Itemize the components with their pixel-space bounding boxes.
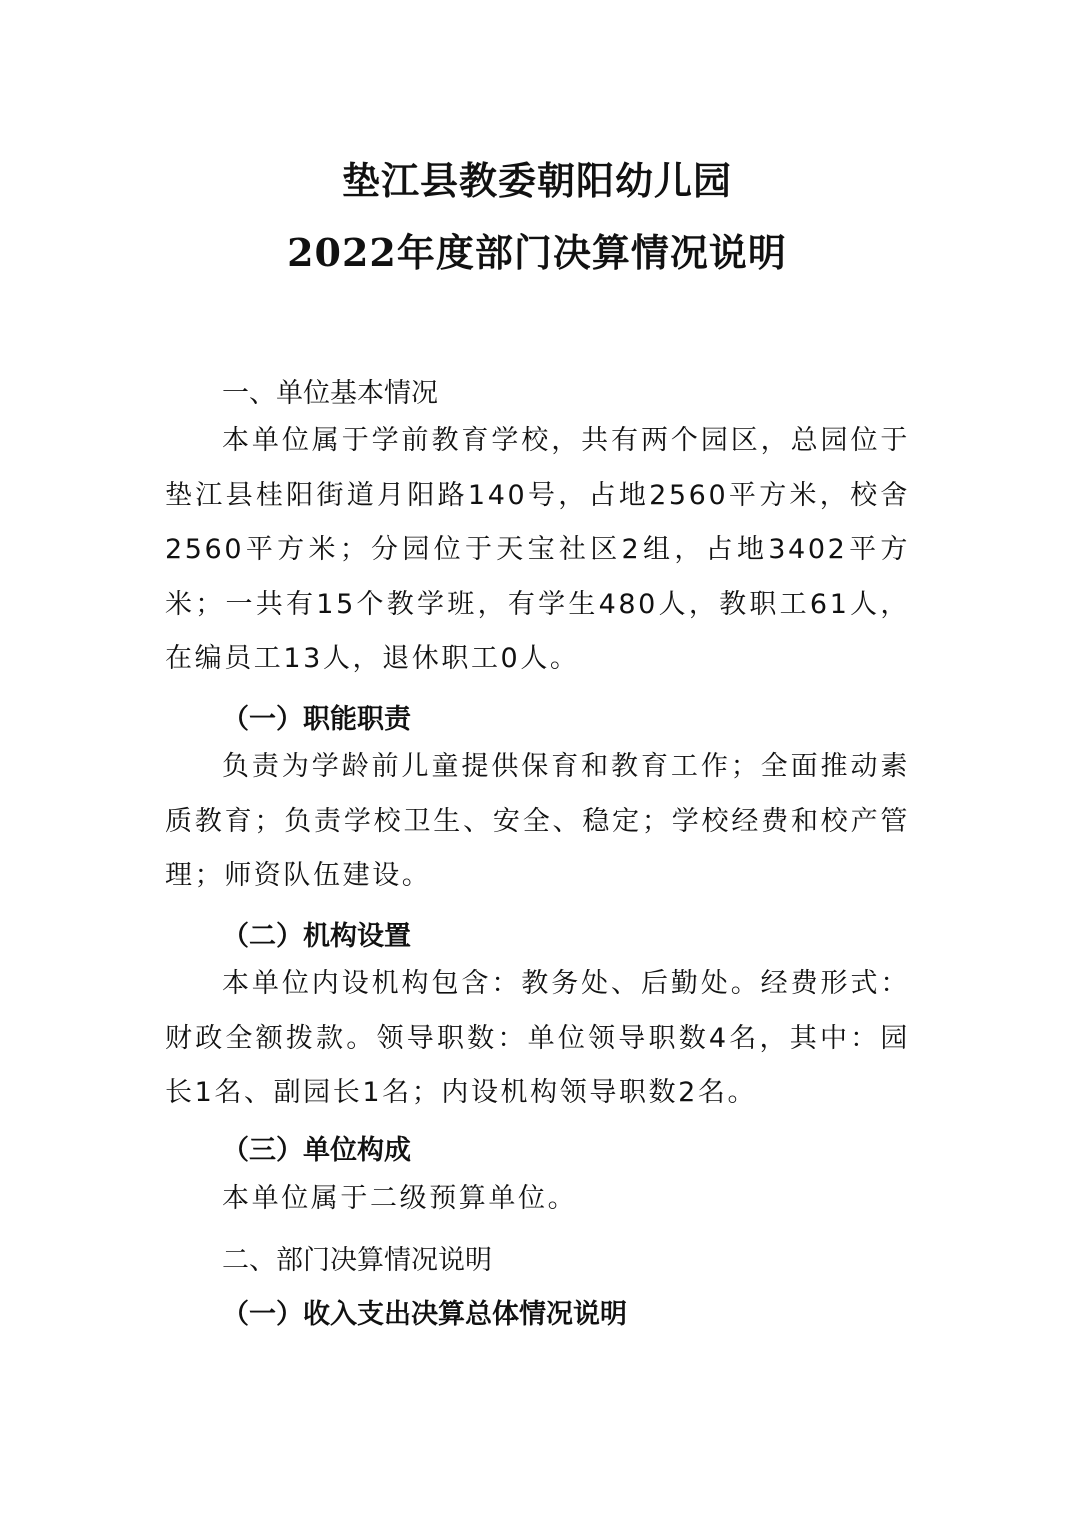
section1-sub2-paragraph: 本单位内设机构包含：教务处、后勤处。经费形式：财政全额拨款。领导职数：单位领导职数4名，其中：园长1名、副园长1名；内设机构领导职数2名。 bbox=[165, 968, 910, 1108]
document-title-line1: 垫江县教委朝阳幼儿园 bbox=[341, 158, 732, 203]
document-title-line2: 2022年度部门决算情况说明 bbox=[287, 230, 787, 275]
section1-heading: 一、单位基本情况 bbox=[222, 378, 438, 409]
section1-sub1-heading: （一）职能职责 bbox=[222, 704, 411, 735]
section1-sub1-paragraph: 负责为学龄前儿童提供保育和教育工作；全面推动素质教育；负责学校卫生、安全、稳定；学校经费和校产管理；师资队伍建设。 bbox=[165, 751, 910, 891]
section2-heading: 二、部门决算情况说明 bbox=[222, 1245, 492, 1276]
section1-sub3-heading: （三）单位构成 bbox=[222, 1135, 411, 1166]
section1-intro-paragraph: 本单位属于学前教育学校，共有两个园区，总园位于垫江县桂阳街道月阳路140号，占地2560平方米，校舍2560平方米；分园位于天宝社区2组，占地3402平方米；一共有15个教学班，有学生480人，教职工61人，在编员工13人，退休职工0人。 bbox=[165, 425, 910, 674]
section2-sub1-heading: （一）收入支出决算总体情况说明 bbox=[222, 1299, 627, 1330]
section1-sub2-heading: （二）机构设置 bbox=[222, 921, 411, 952]
section1-sub3-paragraph: 本单位属于二级预算单位。 bbox=[222, 1183, 578, 1214]
